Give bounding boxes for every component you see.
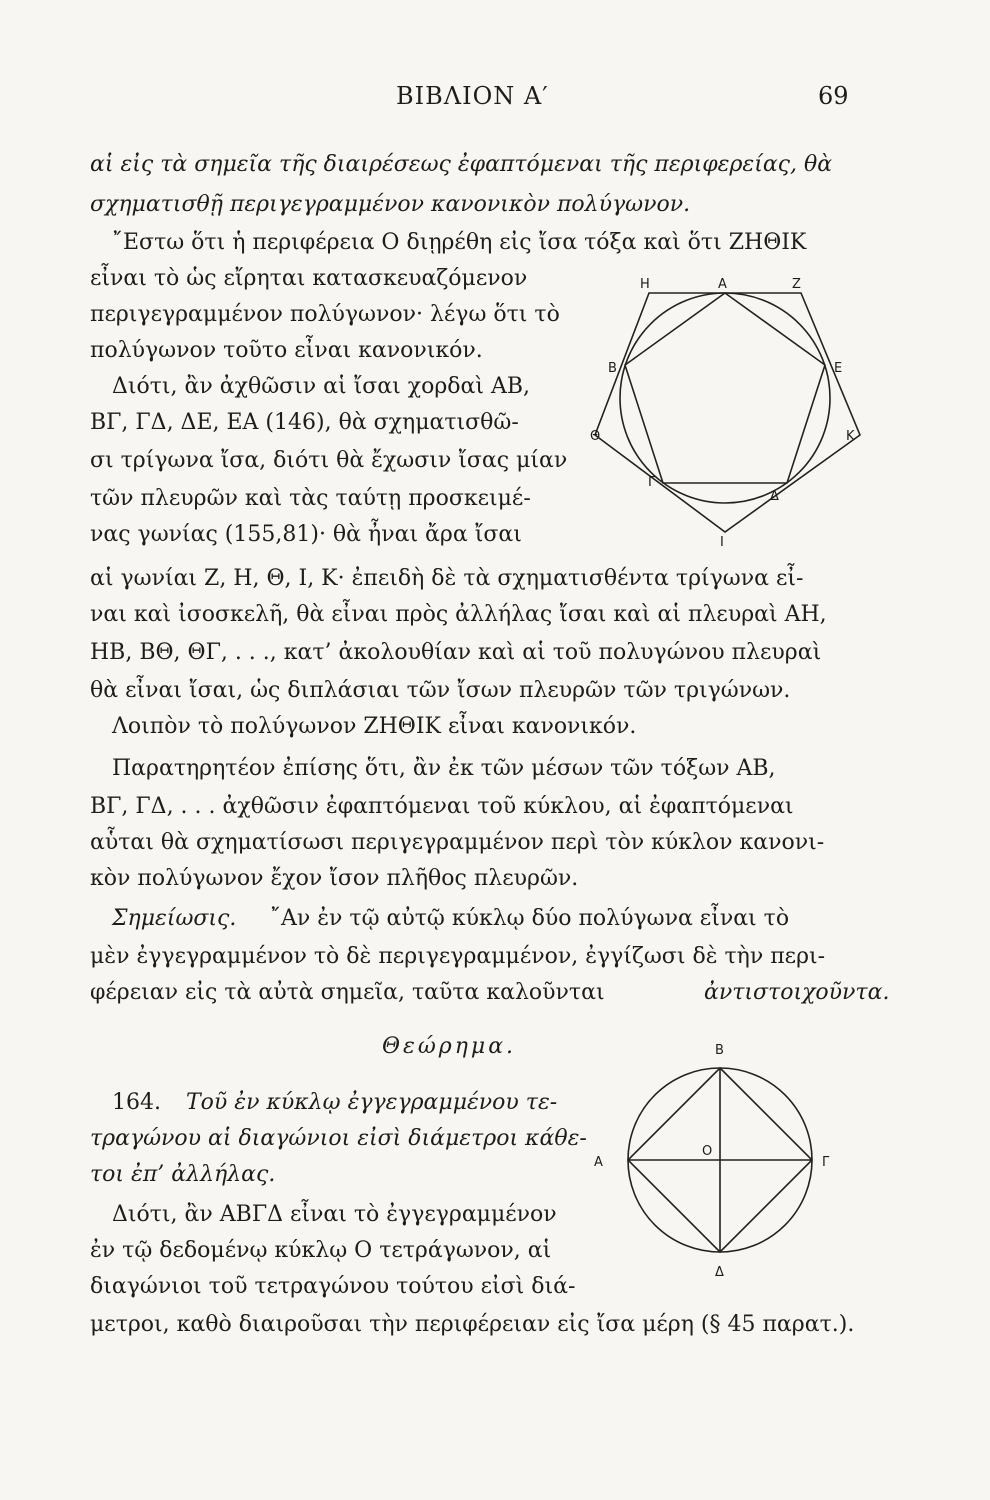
label-gamma: Γ xyxy=(648,475,656,490)
text-line: νας γωνίας (155,81)· θὰ ἦναι ἄρα ἴσαι xyxy=(90,522,522,547)
text-line: τραγώνου αἱ διαγώνιοι εἰσὶ διάμετροι κάθε- xyxy=(90,1126,587,1151)
text-line: περιγεγραμμένον πολύγωνον· λέγω ὅτι τὸ xyxy=(90,302,560,327)
label-theta: Θ xyxy=(590,429,601,444)
text-line: φέρειαν εἰς τὰ αὐτὰ σημεῖα, ταῦτα καλοῦνται xyxy=(90,980,605,1005)
label-eta: Η xyxy=(640,277,650,292)
text-line: κὸν πολύγωνον ἔχον ἴσον πλῆθος πλευρῶν. xyxy=(90,866,579,891)
text-line: τῶν πλευρῶν καὶ τὰς ταύτῃ προσκειμέ- xyxy=(90,486,531,511)
text-line: Τοῦ ἐν κύκλῳ ἐγγεγραμμένου τε- xyxy=(186,1090,558,1115)
text-line: μετροι, καθὸ διαιροῦσαι τὴν περιφέρειαν εἰς ἴσα μέρη (§ 45 παρατ.). xyxy=(90,1312,855,1337)
label-alpha: Α xyxy=(718,277,727,292)
label-epsilon: Ε xyxy=(834,361,843,376)
running-header-title: ΒΙΒΛΙΟΝ Α′ xyxy=(396,82,549,110)
square-figure xyxy=(590,1040,860,1280)
label-beta: Β xyxy=(715,1043,724,1058)
text-line: σχηματισθῇ περιγεγραμμένον κανονικὸν πολύγωνον. xyxy=(90,192,691,217)
circle xyxy=(620,293,830,503)
text-line: μὲν ἐγγεγραμμένον τὸ δὲ περιγεγραμμένον, ἐγγίζωσι δὲ τὴν περι- xyxy=(90,944,826,969)
text-line: αὗται θὰ σχηματίσωσι περιγεγραμμένον περὶ τὸν κύκλον κανονι- xyxy=(90,830,825,855)
pentagon-figure xyxy=(590,270,860,550)
label-zeta: Ζ xyxy=(792,277,801,292)
text-line: πολύγωνον τοῦτο εἶναι κανονικόν. xyxy=(90,338,483,363)
text-line: ΗΒ, ΒΘ, ΘΓ, . . ., κατ’ ἀκολουθίαν καὶ αἱ τοῦ πολυγώνου πλευραὶ xyxy=(90,640,822,665)
text-line: αἱ εἰς τὰ σημεῖα τῆς διαιρέσεως ἐφαπτόμεναι τῆς περιφερείας, θὰ xyxy=(90,152,833,177)
theorem-number: 164. xyxy=(112,1090,161,1115)
text-line: αἱ γωνίαι Ζ, Η, Θ, Ι, Κ· ἐπειδὴ δὲ τὰ σχηματισθέντα τρίγωνα εἶ- xyxy=(90,566,804,591)
text-line: ΒΓ, ΓΔ, . . . ἀχθῶσιν ἐφαπτόμεναι τοῦ κύκλου, αἱ ἐφαπτόμεναι xyxy=(90,794,794,819)
label-delta: Δ xyxy=(715,1265,724,1280)
label-omicron: Ο xyxy=(702,1144,713,1159)
theorem-heading: Θεώρημα. xyxy=(382,1034,517,1059)
text-line: εἶναι τὸ ὡς εἴρηται κατασκευαζόμενον xyxy=(90,266,528,291)
text-line: ναι καὶ ἰσοσκελῆ, θὰ εἶναι πρὸς ἀλλήλας ἴσαι καὶ αἱ πλευραὶ ΑΗ, xyxy=(90,602,827,627)
text-line: ΒΓ, ΓΔ, ΔΕ, ΕΑ (146), θὰ σχηματισθῶ- xyxy=(90,410,519,435)
text-line: Διότι, ἂν ΑΒΓΔ εἶναι τὸ ἐγγεγραμμένον xyxy=(112,1202,557,1227)
note-heading: Σημείωσις. xyxy=(112,906,237,931)
label-delta: Δ xyxy=(770,489,779,504)
text-line: Λοιπὸν τὸ πολύγωνον ΖΗΘΙΚ εἶναι κανονικόν. xyxy=(112,714,637,739)
label-gamma: Γ xyxy=(822,1155,830,1170)
inscribed-pentagon xyxy=(625,293,825,483)
label-alpha: Α xyxy=(594,1155,603,1170)
text-line: σι τρίγωνα ἴσα, διότι θὰ ἔχωσιν ἴσας μίαν xyxy=(90,448,568,473)
page-number: 69 xyxy=(818,82,849,110)
label-beta: Β xyxy=(608,361,617,376)
label-iota: Ι xyxy=(720,535,724,550)
text-line: Διότι, ἂν ἀχθῶσιν αἱ ἴσαι χορδαὶ ΑΒ, xyxy=(112,374,531,399)
text-line: ἐν τῷ δεδομένῳ κύκλῳ Ο τετράγωνον, αἱ xyxy=(90,1238,552,1263)
text-line: τοι ἐπ’ ἀλλήλας. xyxy=(90,1162,276,1187)
text-line: θὰ εἶναι ἴσαι, ὡς διπλάσιαι τῶν ἴσων πλευρῶν τῶν τριγώνων. xyxy=(90,678,791,703)
text-line: ῎Εστω ὅτι ἡ περιφέρεια Ο διῃρέθη εἰς ἴσα τόξα καὶ ὅτι ΖΗΘΙΚ xyxy=(112,230,807,255)
label-kappa: Κ xyxy=(846,429,855,444)
text-line: ἀντιστοιχοῦντα. xyxy=(704,980,890,1005)
circumscribed-pentagon xyxy=(595,293,860,532)
text-line: ῎Αν ἐν τῷ αὐτῷ κύκλῳ δύο πολύγωνα εἶναι τὸ xyxy=(270,906,790,931)
text-line: διαγώνιοι τοῦ τετραγώνου τούτου εἰσὶ διά- xyxy=(90,1274,576,1299)
text-line: Παρατηρητέον ἐπίσης ὅτι, ἂν ἐκ τῶν μέσων τῶν τόξων ΑΒ, xyxy=(112,756,776,781)
